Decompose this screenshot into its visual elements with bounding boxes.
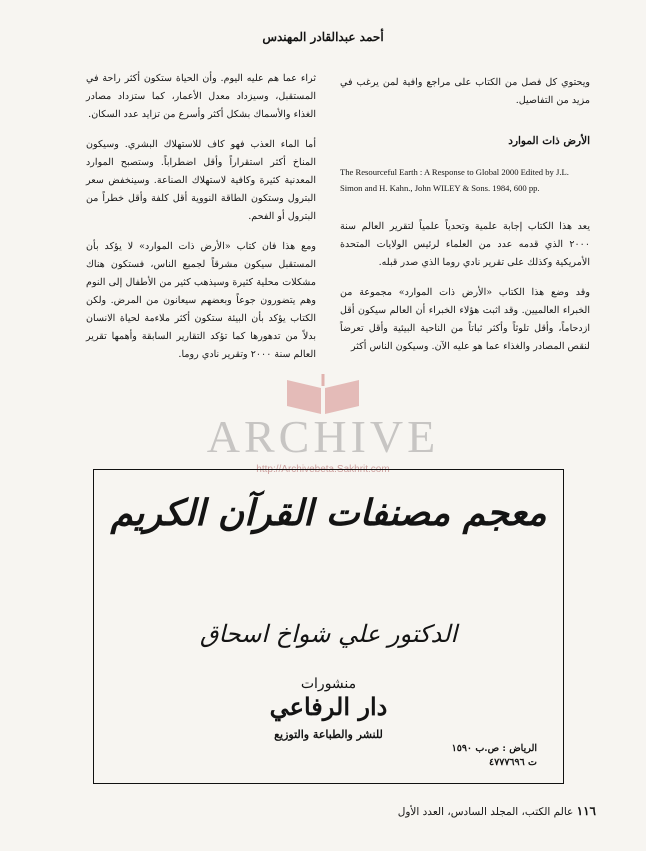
archive-watermark-url: http://Archivebeta.Sakhrit.com: [256, 464, 390, 475]
ad-book-author: الدكتور علي شواخ اسحاق: [199, 620, 458, 648]
left-paragraph-2: أما الماء العذب فهو كاف للاستهلاك البشري. وسيكون المناخ أكثر استقراراً وأقل اضطراباً. وستصبح الموارد المعدنية كثيرة وكافية لاستهلاك الصناعة. وسينخفض سعر البترول وستكون الطاقة النووية أقل كلفة وأقل خطراً من البترول أو الفحم.: [86, 139, 316, 222]
section-heading: الأرض ذات الموارد: [508, 135, 590, 147]
ad-book-title: معجم مصنفات القرآن الكريم: [110, 492, 547, 534]
ad-publisher-name: دار الرفاعي: [269, 692, 388, 721]
right-intro: ويحتوي كل فصل من الكتاب على مراجع وافية لمن يرغب في مزيد من التفاصيل.: [340, 77, 590, 106]
journal-info: عالم الكتب، المجلد السادس، العدد الأول: [397, 806, 574, 818]
ad-contact-phone: ت ٤٧٧٧٦٩٦: [489, 757, 537, 768]
archive-watermark: ARCHIVE: [206, 411, 440, 462]
page-footer: [398, 804, 596, 818]
ad-publisher-label: منشورات: [300, 676, 357, 692]
right-column: [340, 74, 590, 356]
archive-book-logo-icon: [283, 370, 363, 416]
page-header: أحمد عبدالقادر المهندس: [262, 30, 384, 44]
book-reference: The Resourceful Earth : A Response to Global 2000 Edited by J.L. Simon and H. Kahn., John WILEY & Sons. 1984, 600 pp.: [340, 167, 569, 193]
ad-publisher-tagline: للنشر والطباعة والتوزيع: [274, 728, 383, 741]
page-number: ١١٦: [576, 804, 596, 818]
left-column: [86, 70, 316, 364]
right-paragraph-2: وقد وضع هذا الكتاب «الأرض ذات الموارد» مجموعة من الخبراء العالميين. وقد اثبت هؤلاء الخبراء أن العالم سيكون أقل ازدحاماً، وأقل تلوثاً وأكثر ثباتاً من الناحية البيئية وأقل تعرضاً لنقص المصادر والغذاء عما هو عليه الآن. وسيكون الناس أكثر: [340, 287, 590, 352]
left-paragraph-3: ومع هذا فان كتاب «الأرض ذات الموارد» لا يؤكد بأن المستقبل سيكون مشرقاً لجميع الناس، فستكون هناك مشكلات محلية كثيرة وسيذهب كثير من الأطفال إلى النوم وهم يتضورون جوعاً وبعضهم سيعانون من المرض. ولكن الكتاب يؤكد بأن البيئة ستكون أكثر ملاءمة لحياة الانسان بدلاً من تدهورها كما تؤكد التقارير السابقة وأهمها تقرير العالم سنة ٢٠٠٠ وتقرير نادي روما.: [86, 241, 316, 360]
left-paragraph-1: ثراء عما هم عليه اليوم. وأن الحياة ستكون أكثر راحة في المستقبل، وسيزداد معدل الأعمار، كما ستزداد مصادر الغذاء والأسماك بشكل أكثر وأسرع من تزايد عدد السكان.: [86, 73, 316, 120]
right-paragraph-1: يعد هذا الكتاب إجابة علمية وتحدياً علمياً لتقرير العالم سنة ٢٠٠٠ الذي قدمه عدد من العلماء لرئيس الولايات المتحدة الأمريكية وكذلك على تقرير نادي روما الذي صدر قبله.: [340, 221, 590, 268]
book-advertisement: [93, 469, 564, 784]
ad-contact-address: الرياض : ص.ب ١٥٩٠: [451, 743, 537, 754]
ad-contact-info: [452, 742, 537, 770]
